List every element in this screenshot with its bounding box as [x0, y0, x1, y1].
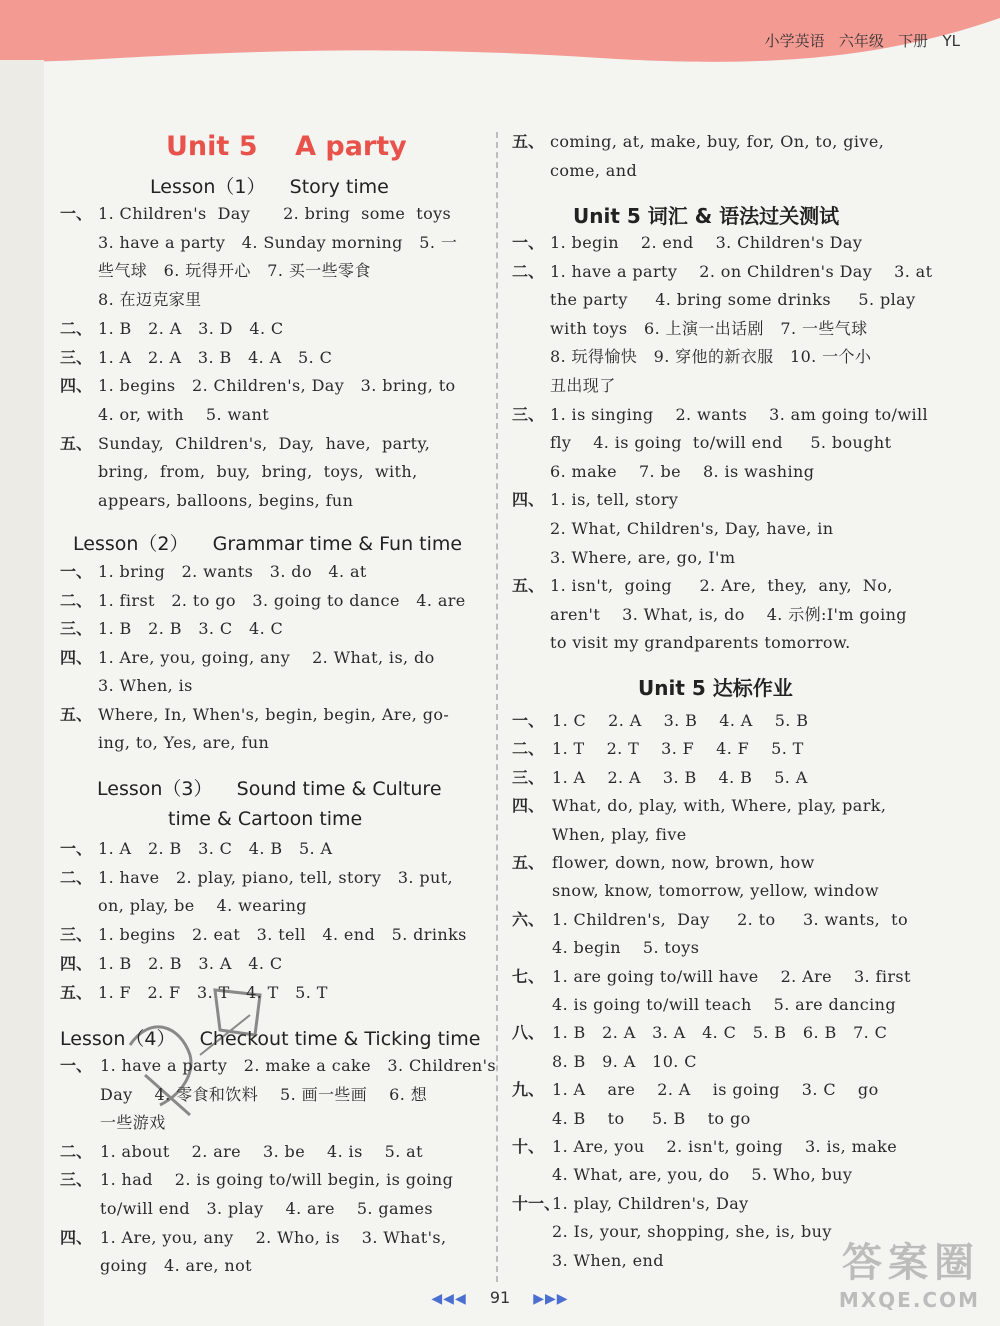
answer-line: Where, In, When's, begin, begin, Are, go- — [98, 704, 450, 724]
answer-line: 1. begin 2. end 3. Children's Day — [550, 233, 863, 252]
answer-line: 1. A 2. B 3. C 4. B 5. A — [98, 839, 333, 858]
answer-line: 一些游戏 — [100, 1113, 166, 1133]
question-number: 二、 — [60, 867, 93, 887]
header-book-info: 小学英语 六年级 下册 YL — [764, 32, 960, 50]
question-number: 一、 — [60, 562, 93, 581]
answer-line: 1. F 2. F 3. T 4. T 5. T — [98, 982, 328, 1002]
question-number: 二、 — [60, 318, 93, 338]
answer-line: 1. about 2. are 3. be 4. is 5. at — [100, 1141, 423, 1161]
answer-line: 1. Are, you 2. isn't, going 3. is, make — [552, 1137, 898, 1156]
question-number: 三、 — [512, 767, 545, 787]
answer-line: 4. What, are, you, do 5. Who, buy — [552, 1165, 853, 1185]
question-number: 一、 — [512, 711, 545, 730]
answer-line: 1. had 2. is going to/will begin, is going — [100, 1170, 454, 1190]
answer-line: 1. bring 2. wants 3. do 4. at — [98, 562, 367, 581]
answer-line: 6. make 7. be 8. is washing — [550, 461, 815, 481]
answer-line: 4. begin 5. toys — [552, 938, 700, 958]
question-number: 四、 — [60, 376, 93, 396]
answer-line: Day 4. 零食和饮料 5. 画一些画 6. 想 — [100, 1084, 428, 1104]
unit-homework-title: Unit 5 达标作业 — [638, 676, 793, 700]
answer-line: 1. are going to/will have 2. Are 3. first — [552, 966, 911, 986]
question-number: 四、 — [60, 1227, 93, 1247]
handwritten-stamp-mark — [120, 975, 270, 1125]
answer-line: ing, to, Yes, are, fun — [98, 733, 270, 752]
watermark-url: MXQE.COM — [838, 1288, 980, 1312]
question-number: 二、 — [60, 590, 93, 610]
answer-line: 1. A 2. A 3. B 4. B 5. A — [552, 767, 808, 787]
answer-line: Sunday, Children's, Day, have, party, — [98, 433, 431, 453]
answer-line: 3. Where, are, go, I'm — [550, 547, 736, 567]
question-number: 四、 — [512, 796, 545, 816]
answer-line: 1. B 2. A 3. D 4. C — [98, 318, 284, 338]
prev-arrows-icon: ◀◀◀ — [431, 1291, 467, 1307]
question-number: 一、 — [60, 1056, 93, 1075]
answer-line: to/will end 3. play 4. are 5. games — [100, 1199, 434, 1218]
answer-line: fly 4. is going to/will end 5. bought — [550, 433, 892, 453]
watermark — [839, 1231, 980, 1312]
next-arrows-icon: ▶▶▶ — [533, 1291, 569, 1307]
answer-line: 些气球 6. 玩得开心 7. 买一些零食 — [98, 261, 371, 281]
answer-line: 8. 在迈克家里 — [98, 290, 202, 310]
answer-line: 8. B 9. A 10. C — [552, 1051, 697, 1071]
left-margin-strip — [0, 60, 44, 1326]
question-number: 七、 — [512, 966, 545, 986]
question-number: 五、 — [512, 576, 545, 596]
unit-title: Unit 5 A party — [166, 131, 407, 162]
answer-line: 4. B to 5. B to go — [552, 1108, 751, 1128]
answer-line: 1. have a party 2. on Children's Day 3. at — [550, 261, 933, 281]
answer-line: 2. What, Children's, Day, have, in — [550, 519, 834, 538]
lesson3-title-line2: time & Cartoon time — [168, 808, 363, 830]
answer-line: 3. have a party 4. Sunday morning 5. 一 — [98, 232, 458, 252]
question-number: 五、 — [60, 704, 93, 724]
answer-line: appears, balloons, begins, fun — [98, 491, 354, 510]
answer-line: 1. A are 2. A is going 3. C go — [552, 1080, 879, 1100]
question-number: 五、 — [512, 132, 545, 151]
question-number: 四、 — [60, 953, 93, 973]
lesson1-title: Lesson（1） Story time — [150, 176, 389, 198]
question-number: 三、 — [60, 347, 93, 367]
question-number: 二、 — [60, 1141, 93, 1161]
answer-line: 1. Are, you, any 2. Who, is 3. What's, — [100, 1227, 447, 1247]
answer-line: 1. first 2. to go 3. going to dance 4. are — [98, 590, 466, 610]
answer-line: 1. play, Children's, Day — [552, 1193, 749, 1213]
question-number: 三、 — [60, 619, 93, 638]
answer-line: to visit my grandparents tomorrow. — [550, 633, 851, 653]
answer-line: the party 4. bring some drinks 5. play — [550, 290, 916, 310]
question-number: 三、 — [60, 925, 93, 945]
header-band — [0, 0, 1000, 80]
answer-line: 1. begins 2. eat 3. tell 4. end 5. drinks — [98, 925, 467, 945]
question-number: 十一、 — [512, 1193, 561, 1213]
answer-line: 1. B 2. B 3. A 4. C — [98, 953, 283, 973]
answer-line: 1. Are, you, going, any 2. What, is, do — [98, 647, 435, 667]
answer-line: 3. When, is — [98, 676, 193, 695]
answer-line: going 4. are, not — [100, 1256, 252, 1276]
answer-line: 1. Children's, Day 2. to 3. wants, to — [552, 909, 908, 929]
answer-line: 1. is singing 2. wants 3. am going to/will — [550, 404, 928, 424]
answer-line: 1. A 2. A 3. B 4. A 5. C — [98, 347, 333, 367]
unit-test-title: Unit 5 词汇 & 语法过关测试 — [573, 204, 840, 228]
question-number: 一、 — [60, 839, 93, 858]
answer-line: 丑出现了 — [550, 376, 616, 395]
answer-line: 8. 玩得愉快 9. 穿他的新衣服 10. 一个小 — [550, 347, 872, 367]
watermark-title: 答案圈 — [842, 1240, 980, 1286]
answer-line: flower, down, now, brown, how — [552, 853, 815, 872]
question-number: 三、 — [512, 404, 545, 424]
question-number: 五、 — [60, 433, 93, 453]
question-number: 一、 — [512, 233, 545, 252]
answer-line: 1. Children's Day 2. bring some toys — [98, 204, 452, 223]
answer-line: 1. is, tell, story — [550, 490, 679, 510]
answer-line: What, do, play, with, Where, play, park, — [552, 796, 887, 816]
question-number: 五、 — [512, 853, 545, 872]
answer-line: coming, at, make, buy, for, On, to, give, — [550, 132, 885, 151]
answer-line: come, and — [550, 161, 638, 180]
answer-line: 4. is going to/will teach 5. are dancing — [552, 995, 897, 1014]
question-number: 六、 — [512, 909, 545, 929]
answer-line: 1. isn't, going 2. Are, they, any, No, — [550, 576, 893, 596]
answer-line: 1. T 2. T 3. F 4. F 5. T — [552, 739, 804, 759]
answer-line: 1. begins 2. Children's, Day 3. bring, to — [98, 376, 456, 396]
lesson3-title-line1: Lesson（3） Sound time & Culture — [97, 778, 442, 800]
question-number: 五、 — [60, 982, 93, 1002]
page-number: 91 — [489, 1288, 511, 1307]
answer-line: snow, know, tomorrow, yellow, window — [552, 881, 879, 901]
question-number: 八、 — [512, 1023, 545, 1043]
answer-line: When, play, five — [552, 824, 687, 844]
question-number: 二、 — [512, 739, 545, 759]
answer-line: with toys 6. 上演一出话剧 7. 一些气球 — [550, 318, 868, 338]
lesson2-title: Lesson（2） Grammar time & Fun time — [73, 533, 463, 555]
answer-line: 3. When, end — [552, 1250, 664, 1270]
answer-line: 2. Is, your, shopping, she, is, buy — [552, 1222, 832, 1242]
lesson4-title: Lesson（4） Checkout time & Ticking time — [60, 1028, 481, 1050]
answer-line: 1. have a party 2. make a cake 3. Children's — [100, 1056, 497, 1075]
answer-line: 4. or, with 5. want — [98, 404, 270, 424]
question-number: 四、 — [60, 647, 93, 667]
answer-line: 1. B 2. B 3. C 4. C — [98, 619, 284, 638]
answer-line: 1. B 2. A 3. A 4. C 5. B 6. B 7. C — [552, 1023, 888, 1043]
answer-line: aren't 3. What, is, do 4. 示例:I'm going — [550, 604, 907, 624]
question-number: 九、 — [512, 1080, 545, 1100]
question-number: 三、 — [60, 1170, 93, 1190]
answer-line: 1. C 2. A 3. B 4. A 5. B — [552, 711, 809, 730]
question-number: 四、 — [512, 490, 545, 510]
answer-line: 1. have 2. play, piano, tell, story 3. put, — [98, 867, 454, 887]
question-number: 一、 — [60, 204, 93, 223]
answer-line: bring, from, buy, bring, toys, with, — [98, 462, 418, 482]
column-divider — [496, 132, 498, 1282]
answer-line: on, play, be 4. wearing — [98, 896, 307, 916]
question-number: 十、 — [512, 1137, 545, 1156]
question-number: 二、 — [512, 261, 545, 281]
